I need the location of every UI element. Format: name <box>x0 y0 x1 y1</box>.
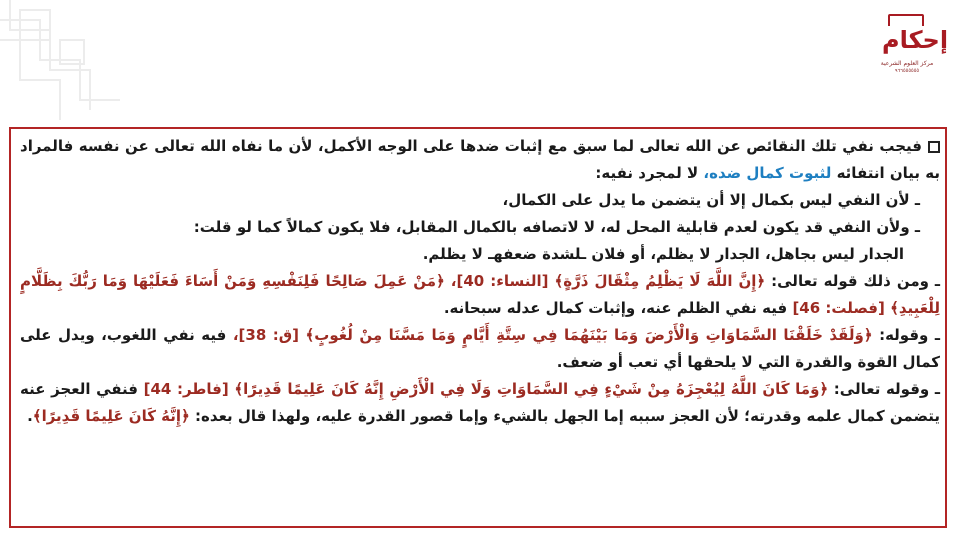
checkbox-bullet-icon <box>928 141 940 153</box>
text-run: فيه نفي اللغوب، ويدل على كمال القوة والقدرة التي لا يلحقها أي تعب أو ضعف. <box>20 326 940 371</box>
logo <box>876 14 949 84</box>
highlight-text: لثبوت كمال ضده، <box>703 164 832 182</box>
quran-verse: ﴿وَمَا كَانَ اللَّهُ لِيُعْجِزَهُ مِنْ شَيْءٍ فِي السَّمَاوَاتِ وَلَا فِي الْأَرْضِ إِنَّهُ كَانَ عَلِيمًا قَدِيرًا﴾ <box>234 380 829 398</box>
paragraph-intro <box>20 133 940 187</box>
quran-verse: ﴿وَلَقَدْ خَلَقْنَا السَّمَاوَاتِ وَالْأَرْضَ وَمَا بَيْنَهُمَا فِي سِتَّةِ أَيَّامٍ وَمَا مَسَّنَا مِنْ لُغُوبٍ﴾ <box>305 326 873 344</box>
corner-ornament <box>0 0 140 120</box>
paragraph-example: الجدار ليس بجاهل، الجدار لا يظلم، أو فلان ـلشدة ضعفهـ لا يظلم. <box>422 245 904 263</box>
verse-reference: [ق: 38]، <box>232 326 306 344</box>
text-body <box>20 133 940 430</box>
logo-phone: ٩٦٦٥٥٥٥٥٥ <box>894 68 920 74</box>
logo-tagline: مركز العلوم الشرعية <box>880 60 934 67</box>
verse-reference: [فاطر: 44] <box>143 380 235 398</box>
quran-verse: ﴿مَنْ عَمِلَ صَالِحًا فَلِنَفْسِهِ وَمَنْ أَسَاءَ فَعَلَيْهَا وَمَا رَبُّكَ بِظَلَّامٍ لِلْعَبِيدِ﴾ <box>20 272 940 317</box>
paragraph-verse-2 <box>20 322 940 376</box>
text-run: ـ ومن ذلك قوله تعالى: <box>765 272 941 290</box>
paragraph-verse-3 <box>20 376 940 430</box>
quran-verse: ﴿إِنَّهُ كَانَ عَلِيمًا قَدِيرًا﴾ <box>32 407 190 425</box>
text-run: ـ وقوله: <box>872 326 940 344</box>
text-run: لا لمجرد نفيه: <box>595 164 704 182</box>
logo-mark <box>882 14 949 60</box>
quran-verse: ﴿إِنَّ اللَّهَ لَا يَظْلِمُ مِثْقَالَ ذَرَّةٍ﴾ <box>554 272 766 290</box>
logo-word: إحكام <box>882 26 949 54</box>
text-run: ـ وقوله تعالى: <box>828 380 940 398</box>
text-run: . <box>27 407 33 425</box>
verse-reference: [فصلت: 46] <box>792 299 891 317</box>
paragraph-verse-1 <box>20 268 940 322</box>
text-run: فنفي العجز عنه يتضمن كمال علمه وقدرته؛ لأن العجز سببه إما الجهل بالشيء وإما قصور القدرة عليه، ولهذا قال بعده: <box>20 380 940 425</box>
text-run: فيجب نفي تلك النقائص عن الله تعالى لما سبق مع إثبات ضدها على الوجه الأكمل، لأن ما نفاه الله تعالى عن نفسه فالمراد به بيان انتفائه <box>20 137 940 182</box>
verse-reference: [النساء: 40]، <box>444 272 555 290</box>
paragraph-reason-1: ـ لأن النفي ليس بكمال إلا أن يتضمن ما يدل على الكمال، <box>502 191 920 209</box>
paragraph-reason-2: ـ ولأن النفي قد يكون لعدم قابلية المحل له، لا لاتصافه بالكمال المقابل، فلا يكون كمالاً كما لو قلت: <box>193 218 920 236</box>
text-run: فيه نفي الظلم عنه، وإثبات كمال عدله سبحانه. <box>443 299 793 317</box>
